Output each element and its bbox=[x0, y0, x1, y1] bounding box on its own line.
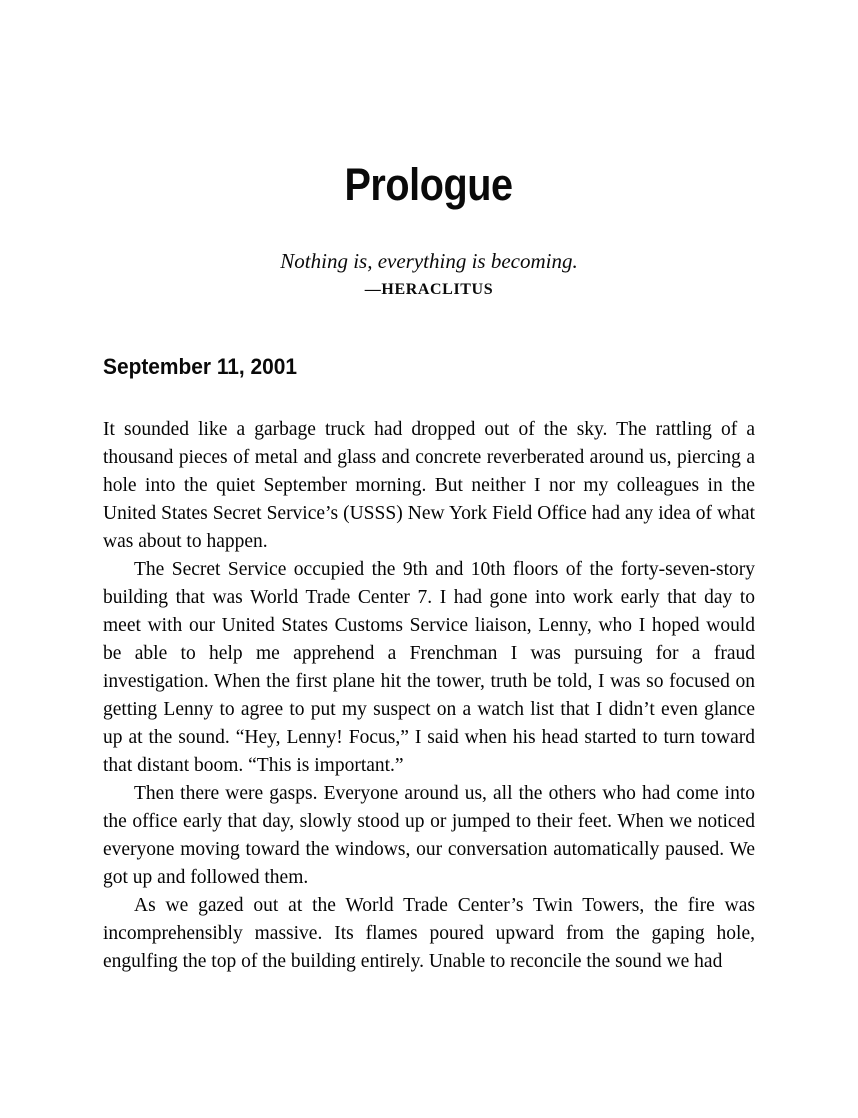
body-paragraph: As we gazed out at the World Trade Center’s Twin Towers, the fire was incomprehensibly massive. Its flames poured upward from the gaping hole, engulfing the top of the building entirely. Unable to reconcile the sound we had bbox=[103, 894, 755, 972]
body-paragraph: Then there were gasps. Everyone around us, all the others who had come into the office early that day, slowly stood up or jumped to their feet. When we noticed everyone moving toward the windows, our conversation automatically paused. We got up and followed them. bbox=[103, 782, 755, 888]
page-content bbox=[103, 0, 755, 976]
chapter-title bbox=[103, 0, 755, 210]
body-paragraph: It sounded like a garbage truck had dropped out of the sky. The rattling of a thousand pieces of metal and glass and concrete reverberated around us, piercing a hole into the quiet September morning. But neither I nor my colleagues in the United States Secret Service’s (USSS) New York Field Office had any idea of what was about to happen. bbox=[103, 418, 755, 552]
body-paragraph: The Secret Service occupied the 9th and 10th floors of the forty-seven-story building that was World Trade Center 7. I had gone into work early that day to meet with our United States Customs Service liaison, Lenny, who I hoped would be able to help me apprehend a Frenchman I was pursuing for a fraud investigation. When the first plane hit the tower, truth be told, I was so focused on getting Lenny to agree to put my suspect on a watch list that I didn’t even glance up at the sound. “Hey, Lenny! Focus,” I said when his head started to turn toward that distant boom. “This is important.” bbox=[103, 558, 755, 776]
body-text bbox=[103, 416, 755, 976]
section-heading-text: September 11, 2001 bbox=[103, 353, 298, 379]
section-heading bbox=[103, 355, 755, 379]
epigraph-quote: Nothing is, everything is becoming. bbox=[280, 248, 578, 273]
epigraph-attribution: —HERACLITUS bbox=[364, 280, 494, 298]
epigraph bbox=[103, 248, 755, 299]
chapter-title-text: Prologue bbox=[344, 159, 514, 210]
